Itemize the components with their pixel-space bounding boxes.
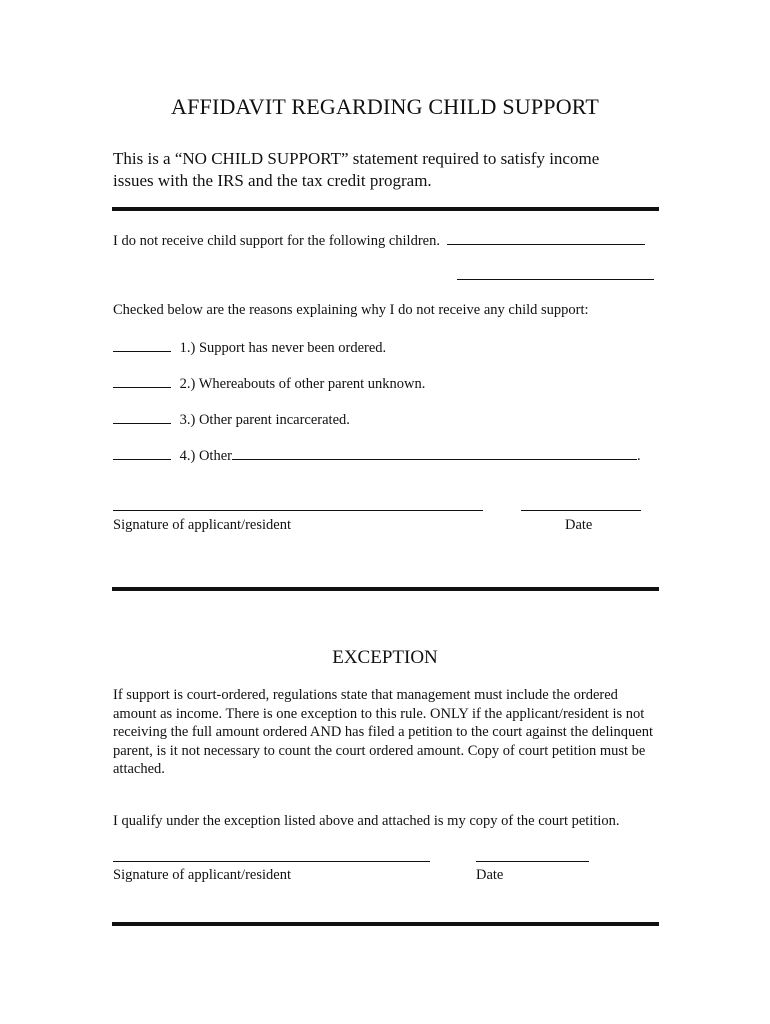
children-statement-row: [113, 231, 645, 250]
date-field-2[interactable]: [476, 861, 589, 862]
signature-label-2: Signature of applicant/resident: [113, 867, 291, 883]
exception-paragraph: If support is court-ordered, regulations state that management must include the ordered amount as income. There is one exception to this rule. ONLY if the applicant/resident is not receiving the full amount ordered AND has filed a petition to the court against the delinquent parent, is it not necessary to count the court ordered amount. Copy of court petition must be attached.: [113, 687, 653, 777]
reason-check-field[interactable]: [113, 374, 171, 388]
reason-row: [113, 446, 641, 465]
reason-row: [113, 410, 350, 429]
exception-heading: EXCEPTION: [332, 647, 438, 668]
reason-check-field[interactable]: [113, 338, 171, 352]
signature-field[interactable]: [113, 510, 483, 511]
reason-label: 3.) Other parent incarcerated.: [179, 412, 350, 428]
children-name-field-2[interactable]: [457, 279, 654, 280]
reason-label: 2.) Whereabouts of other parent unknown.: [179, 376, 426, 392]
reason-label: 1.) Support has never been ordered.: [179, 340, 387, 356]
intro-statement: This is a “NO CHILD SUPPORT” statement required to satisfy income issues with the IRS and the tax credit program.: [113, 149, 600, 190]
section-divider: [112, 207, 659, 211]
other-reason-field[interactable]: [232, 446, 637, 460]
reason-row: [113, 374, 425, 393]
children-statement-text: I do not receive child support for the following children.: [113, 233, 440, 249]
reason-row: [113, 338, 386, 357]
qualify-statement: I qualify under the exception listed above and attached is my copy of the court petition.: [113, 813, 620, 829]
reason-label: 4.) Other: [179, 448, 232, 464]
date-label-2: Date: [476, 867, 504, 883]
reason-check-field[interactable]: [113, 410, 171, 424]
children-name-field-1[interactable]: [447, 231, 645, 245]
section-divider: [112, 922, 659, 926]
date-label: Date: [565, 517, 593, 533]
section-divider: [112, 587, 659, 591]
reasons-intro: Checked below are the reasons explaining why I do not receive any child support:: [113, 302, 589, 318]
signature-label: Signature of applicant/resident: [113, 517, 291, 533]
document-title: AFFIDAVIT REGARDING CHILD SUPPORT: [170, 94, 600, 119]
date-field[interactable]: [521, 510, 641, 511]
reason-check-field[interactable]: [113, 446, 171, 460]
other-end-period: .: [636, 448, 641, 464]
signature-field-2[interactable]: [113, 861, 430, 862]
